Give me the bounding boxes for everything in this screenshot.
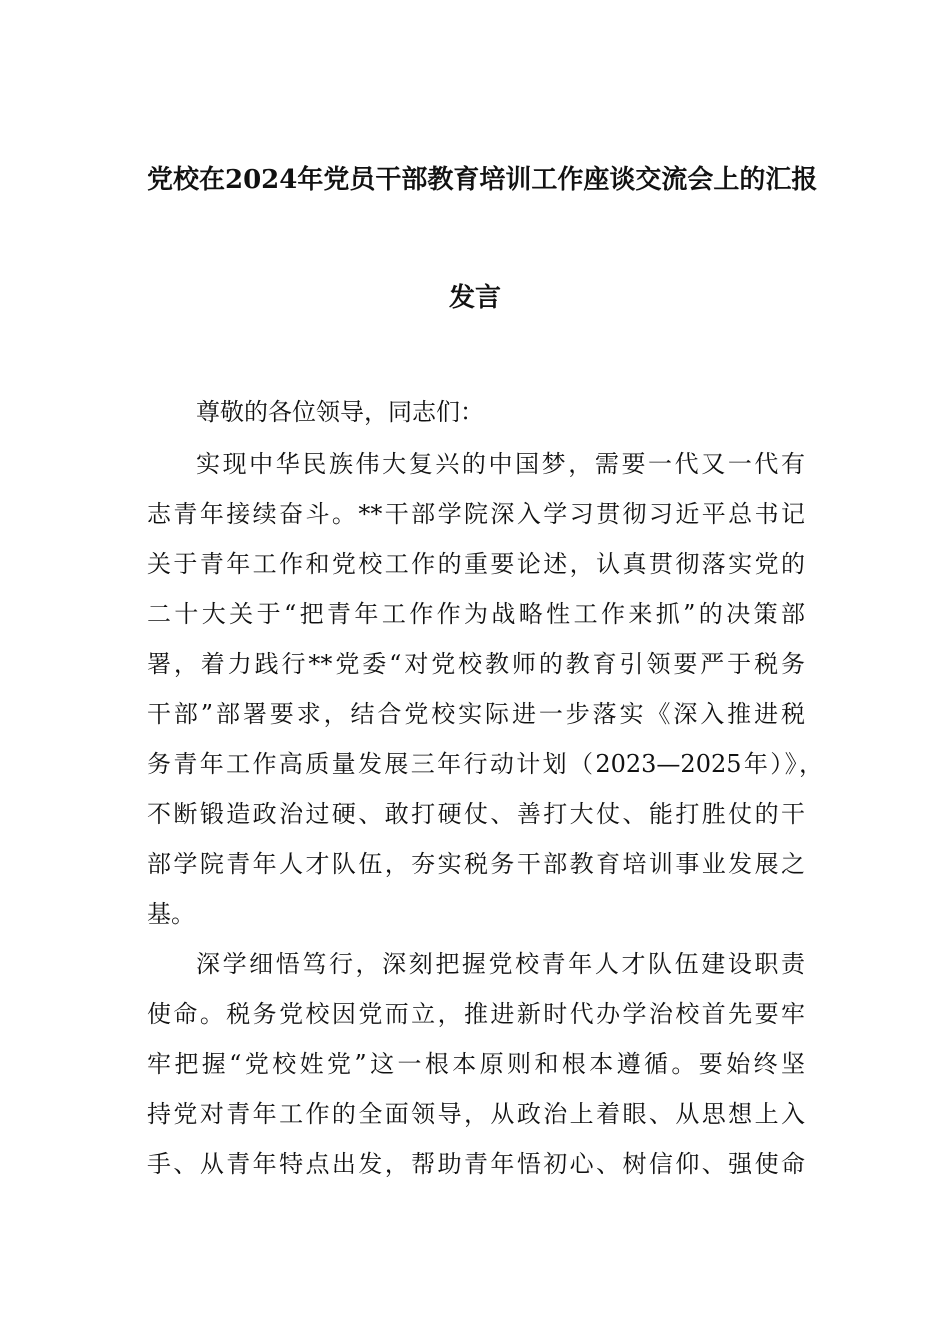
paragraph-line: 实现中华民族伟大复兴的中国梦，需要一代又一代有 xyxy=(196,450,805,478)
paragraph-line: 使命。税务党校因党而立，推进新时代办学治校首先要牢 xyxy=(147,1000,805,1028)
salutation: 尊敬的各位领导，同志们： xyxy=(196,398,484,426)
paragraph-line: 署，着力践行**党委“对党校教师的教育引领要严于税务 xyxy=(147,650,805,678)
paragraph-line: 基。 xyxy=(147,900,195,928)
paragraph-line: 牢把握“党校姓党”这一根本原则和根本遵循。要始终坚 xyxy=(147,1050,805,1078)
paragraph-line: 手、从青年特点出发，帮助青年悟初心、树信仰、强使命 xyxy=(147,1150,805,1178)
paragraph-line: 持党对青年工作的全面领导，从政治上着眼、从思想上入 xyxy=(147,1100,805,1128)
document-title: 党校在2024年党员干部教育培训工作座谈交流会上的汇报 xyxy=(147,165,818,195)
paragraph-line: 干部”部署要求，结合党校实际进一步落实《深入推进税 xyxy=(147,700,805,728)
paragraph-line: 务青年工作高质量发展三年行动计划（2023—2025年）》， xyxy=(147,750,823,778)
paragraph-line: 不断锻造政治过硬、敢打硬仗、善打大仗、能打胜仗的干 xyxy=(147,800,805,828)
paragraph-line: 志青年接续奋斗。**干部学院深入学习贯彻习近平总书记 xyxy=(147,500,805,528)
paragraph-line: 关于青年工作和党校工作的重要论述，认真贯彻落实党的 xyxy=(147,550,805,578)
document-title-continued: 发言 xyxy=(448,283,501,313)
paragraph-line: 深学细悟笃行，深刻把握党校青年人才队伍建设职责 xyxy=(196,950,805,978)
paragraph-line: 部学院青年人才队伍，夯实税务干部教育培训事业发展之 xyxy=(147,850,805,878)
paragraph-line: 二十大关于“把青年工作作为战略性工作来抓”的决策部 xyxy=(147,600,805,628)
